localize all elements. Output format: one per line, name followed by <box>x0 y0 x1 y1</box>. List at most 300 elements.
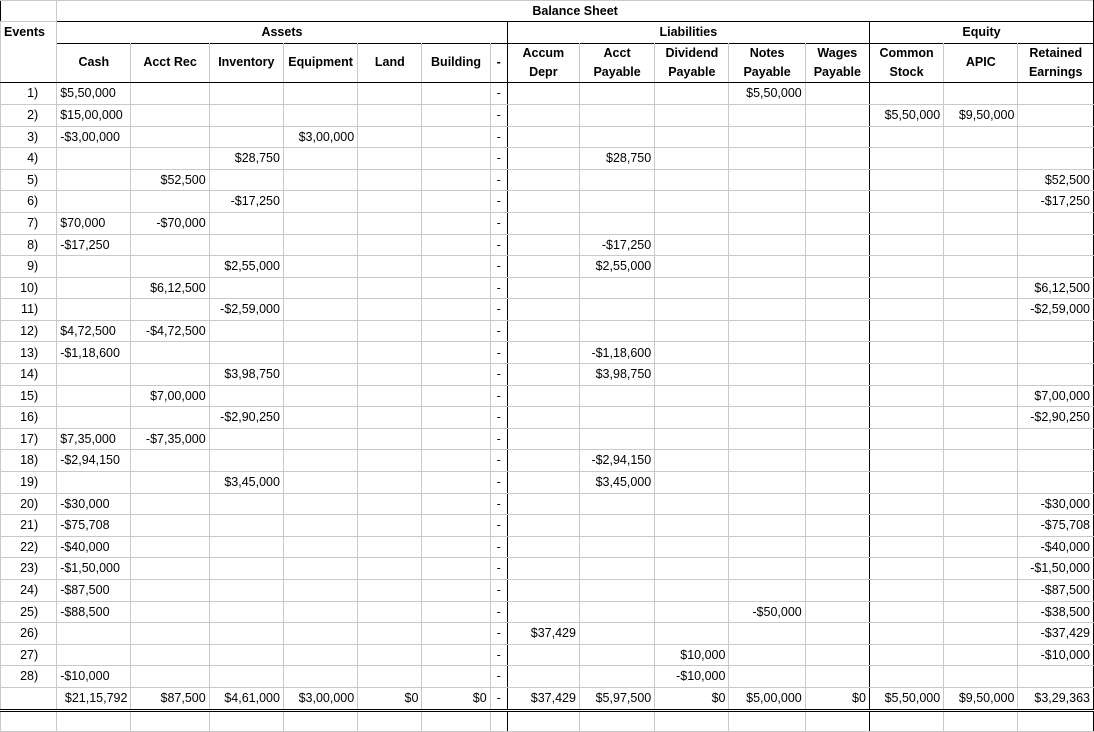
cell-building <box>422 320 490 342</box>
cell-building <box>422 299 490 321</box>
cell-retained-earnings: -$40,000 <box>1018 536 1094 558</box>
table-row <box>1 580 1094 602</box>
cell-dividend-payable <box>655 515 729 537</box>
cell-land <box>358 472 422 494</box>
cell-wages-payable <box>805 191 869 213</box>
cell-dash: - <box>490 148 507 170</box>
cell-inventory <box>209 385 283 407</box>
cell-acct-rec: $6,12,500 <box>131 277 209 299</box>
cell-building <box>422 450 490 472</box>
cell-cash: $5,50,000 <box>57 83 131 105</box>
cell-accum-depr <box>507 428 579 450</box>
cell-notes-payable <box>729 126 805 148</box>
totals-label <box>1 687 57 710</box>
cell-acct-rec <box>131 407 209 429</box>
cell-wages-payable <box>805 450 869 472</box>
cell-inventory <box>209 126 283 148</box>
blank-cell <box>869 710 943 731</box>
cell-building <box>422 277 490 299</box>
cell-acct-payable <box>579 407 654 429</box>
cell-accum-depr <box>507 212 579 234</box>
cell-land <box>358 148 422 170</box>
cell-acct-rec <box>131 472 209 494</box>
cell-dash: - <box>490 364 507 386</box>
col-retained-earnings: Retained Earnings <box>1018 43 1094 83</box>
cell-cash: -$88,500 <box>57 601 131 623</box>
cell-retained-earnings <box>1018 428 1094 450</box>
event-number: 28) <box>1 666 57 688</box>
cell-building <box>422 126 490 148</box>
cell-dividend-payable <box>655 623 729 645</box>
cell-acct-payable: -$2,94,150 <box>579 450 654 472</box>
cell-acct-rec <box>131 299 209 321</box>
cell-cash <box>57 148 131 170</box>
cell-dividend-payable <box>655 212 729 234</box>
cell-acct-payable: $3,45,000 <box>579 472 654 494</box>
cell-acct-rec <box>131 601 209 623</box>
cell-inventory <box>209 558 283 580</box>
cell-retained-earnings <box>1018 256 1094 278</box>
cell-building <box>422 515 490 537</box>
equity-group-header: Equity <box>869 22 1093 44</box>
cell-common-stock <box>869 364 943 386</box>
cell-common-stock <box>869 169 943 191</box>
cell-land <box>358 580 422 602</box>
cell-dash: - <box>490 515 507 537</box>
cell-land <box>358 666 422 688</box>
cell-retained-earnings <box>1018 320 1094 342</box>
cell-building <box>422 169 490 191</box>
cell-dash: - <box>490 104 507 126</box>
blank-cell <box>944 710 1018 731</box>
cell-common-stock <box>869 515 943 537</box>
cell-apic <box>944 666 1018 688</box>
cell-acct-rec <box>131 666 209 688</box>
cell-notes-payable <box>729 450 805 472</box>
cell-accum-depr <box>507 601 579 623</box>
cell-equipment <box>283 536 357 558</box>
cell-land <box>358 256 422 278</box>
cell-equipment <box>283 601 357 623</box>
total-land: $0 <box>358 687 422 710</box>
cell-retained-earnings: -$37,429 <box>1018 623 1094 645</box>
cell-common-stock <box>869 234 943 256</box>
cell-dash: - <box>490 169 507 191</box>
cell-common-stock <box>869 385 943 407</box>
cell-acct-payable <box>579 644 654 666</box>
table-row <box>1 256 1094 278</box>
cell-dividend-payable <box>655 407 729 429</box>
cell-wages-payable <box>805 299 869 321</box>
cell-retained-earnings <box>1018 472 1094 494</box>
totals-row <box>1 687 1094 710</box>
cell-inventory <box>209 234 283 256</box>
cell-wages-payable <box>805 407 869 429</box>
cell-dash: - <box>490 212 507 234</box>
cell-building <box>422 536 490 558</box>
blank-cell <box>655 710 729 731</box>
cell-acct-rec <box>131 83 209 105</box>
cell-cash: -$87,500 <box>57 580 131 602</box>
cell-inventory <box>209 644 283 666</box>
cell-wages-payable <box>805 320 869 342</box>
cell-equipment <box>283 644 357 666</box>
cell-dash: - <box>490 191 507 213</box>
cell-equipment: $3,00,000 <box>283 126 357 148</box>
cell-notes-payable <box>729 536 805 558</box>
cell-retained-earnings: -$30,000 <box>1018 493 1094 515</box>
blank-cell <box>283 710 357 731</box>
col-dividend-payable: Dividend Payable <box>655 43 729 83</box>
total-cash: $21,15,792 <box>57 687 131 710</box>
cell-apic <box>944 342 1018 364</box>
cell-building <box>422 212 490 234</box>
table-row <box>1 666 1094 688</box>
table-row <box>1 472 1094 494</box>
cell-land <box>358 601 422 623</box>
cell-dash: - <box>490 601 507 623</box>
table-row <box>1 277 1094 299</box>
cell-dividend-payable <box>655 299 729 321</box>
cell-building <box>422 623 490 645</box>
cell-retained-earnings: $7,00,000 <box>1018 385 1094 407</box>
event-number: 12) <box>1 320 57 342</box>
cell-dividend-payable <box>655 493 729 515</box>
cell-acct-payable: $2,55,000 <box>579 256 654 278</box>
event-number: 9) <box>1 256 57 278</box>
cell-building <box>422 666 490 688</box>
cell-acct-rec <box>131 644 209 666</box>
cell-dash: - <box>490 299 507 321</box>
cell-equipment <box>283 320 357 342</box>
cell-apic <box>944 515 1018 537</box>
col-dash: - <box>490 43 507 83</box>
cell-dividend-payable <box>655 277 729 299</box>
sheet-title: Balance Sheet <box>57 1 1094 22</box>
cell-apic <box>944 234 1018 256</box>
total-notes-payable: $5,00,000 <box>729 687 805 710</box>
cell-accum-depr <box>507 407 579 429</box>
table-row <box>1 212 1094 234</box>
cell-accum-depr <box>507 104 579 126</box>
cell-apic <box>944 644 1018 666</box>
cell-land <box>358 407 422 429</box>
cell-notes-payable <box>729 558 805 580</box>
cell-common-stock <box>869 623 943 645</box>
cell-accum-depr <box>507 83 579 105</box>
event-number: 19) <box>1 472 57 494</box>
cell-wages-payable <box>805 277 869 299</box>
cell-building <box>422 234 490 256</box>
cell-apic <box>944 83 1018 105</box>
cell-land <box>358 364 422 386</box>
cell-equipment <box>283 450 357 472</box>
col-notes-payable: Notes Payable <box>729 43 805 83</box>
event-number: 23) <box>1 558 57 580</box>
cell-equipment <box>283 558 357 580</box>
cell-building <box>422 104 490 126</box>
total-apic: $9,50,000 <box>944 687 1018 710</box>
cell-apic <box>944 191 1018 213</box>
cell-common-stock <box>869 277 943 299</box>
cell-accum-depr <box>507 299 579 321</box>
cell-cash: -$10,000 <box>57 666 131 688</box>
blank-cell <box>209 710 283 731</box>
cell-building <box>422 191 490 213</box>
col-cash: Cash <box>57 43 131 83</box>
event-number: 11) <box>1 299 57 321</box>
event-number: 14) <box>1 364 57 386</box>
cell-accum-depr <box>507 148 579 170</box>
cell-equipment <box>283 428 357 450</box>
cell-notes-payable: $5,50,000 <box>729 83 805 105</box>
cell-notes-payable <box>729 385 805 407</box>
cell-wages-payable <box>805 169 869 191</box>
cell-inventory: -$2,59,000 <box>209 299 283 321</box>
table-row <box>1 126 1094 148</box>
cell-inventory <box>209 212 283 234</box>
cell-dividend-payable <box>655 558 729 580</box>
cell-inventory <box>209 450 283 472</box>
cell-building <box>422 342 490 364</box>
cell-equipment <box>283 580 357 602</box>
cell-cash <box>57 644 131 666</box>
cell-accum-depr <box>507 558 579 580</box>
cell-building <box>422 407 490 429</box>
event-number: 16) <box>1 407 57 429</box>
cell-cash: -$3,00,000 <box>57 126 131 148</box>
cell-wages-payable <box>805 83 869 105</box>
cell-wages-payable <box>805 644 869 666</box>
cell-wages-payable <box>805 493 869 515</box>
event-number: 5) <box>1 169 57 191</box>
cell-acct-payable <box>579 320 654 342</box>
cell-land <box>358 191 422 213</box>
cell-land <box>358 644 422 666</box>
table-row <box>1 623 1094 645</box>
blank-cell <box>490 710 507 731</box>
event-number: 8) <box>1 234 57 256</box>
cell-dividend-payable <box>655 342 729 364</box>
cell-retained-earnings <box>1018 450 1094 472</box>
cell-accum-depr <box>507 364 579 386</box>
cell-notes-payable <box>729 212 805 234</box>
cell-acct-rec <box>131 623 209 645</box>
table-row <box>1 536 1094 558</box>
cell-acct-payable <box>579 428 654 450</box>
cell-dash: - <box>490 536 507 558</box>
cell-common-stock <box>869 256 943 278</box>
event-number: 17) <box>1 428 57 450</box>
event-number: 15) <box>1 385 57 407</box>
cell-wages-payable <box>805 234 869 256</box>
cell-apic <box>944 450 1018 472</box>
event-number: 25) <box>1 601 57 623</box>
cell-accum-depr <box>507 472 579 494</box>
cell-common-stock <box>869 148 943 170</box>
cell-inventory <box>209 515 283 537</box>
cell-acct-rec <box>131 256 209 278</box>
cell-inventory <box>209 580 283 602</box>
cell-inventory <box>209 493 283 515</box>
cell-dividend-payable <box>655 256 729 278</box>
blank-cell <box>131 710 209 731</box>
blank-cell <box>729 710 805 731</box>
cell-land <box>358 169 422 191</box>
cell-inventory: $2,55,000 <box>209 256 283 278</box>
cell-apic <box>944 428 1018 450</box>
cell-cash: -$1,18,600 <box>57 342 131 364</box>
cell-apic <box>944 148 1018 170</box>
table-row <box>1 320 1094 342</box>
cell-notes-payable <box>729 364 805 386</box>
cell-land <box>358 428 422 450</box>
cell-dash: - <box>490 472 507 494</box>
cell-dividend-payable <box>655 126 729 148</box>
cell-apic <box>944 601 1018 623</box>
cell-dividend-payable <box>655 580 729 602</box>
cell-inventory: $28,750 <box>209 148 283 170</box>
total-equipment: $3,00,000 <box>283 687 357 710</box>
blank-cell <box>1 710 57 731</box>
cell-acct-rec <box>131 450 209 472</box>
cell-dash: - <box>490 277 507 299</box>
cell-apic <box>944 256 1018 278</box>
cell-accum-depr <box>507 644 579 666</box>
cell-dividend-payable <box>655 364 729 386</box>
cell-apic <box>944 320 1018 342</box>
cell-equipment <box>283 277 357 299</box>
cell-cash <box>57 191 131 213</box>
cell-retained-earnings: -$75,708 <box>1018 515 1094 537</box>
cell-dash: - <box>490 493 507 515</box>
table-row <box>1 342 1094 364</box>
cell-notes-payable <box>729 299 805 321</box>
cell-accum-depr <box>507 493 579 515</box>
event-number: 1) <box>1 83 57 105</box>
cell-apic <box>944 169 1018 191</box>
cell-land <box>358 320 422 342</box>
cell-retained-earnings <box>1018 148 1094 170</box>
cell-land <box>358 515 422 537</box>
cell-equipment <box>283 493 357 515</box>
cell-apic <box>944 126 1018 148</box>
cell-dividend-payable <box>655 104 729 126</box>
cell-notes-payable <box>729 169 805 191</box>
cell-wages-payable <box>805 515 869 537</box>
cell-acct-rec: -$4,72,500 <box>131 320 209 342</box>
cell-equipment <box>283 472 357 494</box>
cell-apic <box>944 493 1018 515</box>
cell-cash <box>57 385 131 407</box>
total-accum-depr: $37,429 <box>507 687 579 710</box>
cell-wages-payable <box>805 342 869 364</box>
cell-apic <box>944 580 1018 602</box>
cell-acct-payable <box>579 104 654 126</box>
table-row <box>1 83 1094 105</box>
cell-dash: - <box>490 580 507 602</box>
cell-common-stock <box>869 450 943 472</box>
cell-notes-payable <box>729 428 805 450</box>
cell-common-stock <box>869 191 943 213</box>
cell-inventory <box>209 623 283 645</box>
cell-dividend-payable <box>655 536 729 558</box>
cell-common-stock <box>869 126 943 148</box>
blank-row <box>1 710 1094 731</box>
cell-apic: $9,50,000 <box>944 104 1018 126</box>
event-number: 22) <box>1 536 57 558</box>
cell-building <box>422 148 490 170</box>
col-common-stock: Common Stock <box>869 43 943 83</box>
cell-retained-earnings: -$17,250 <box>1018 191 1094 213</box>
cell-common-stock <box>869 342 943 364</box>
total-building: $0 <box>422 687 490 710</box>
cell-inventory <box>209 320 283 342</box>
cell-building <box>422 493 490 515</box>
cell-accum-depr <box>507 342 579 364</box>
event-number: 2) <box>1 104 57 126</box>
cell-apic <box>944 299 1018 321</box>
cell-retained-earnings <box>1018 364 1094 386</box>
cell-acct-rec <box>131 515 209 537</box>
cell-land <box>358 234 422 256</box>
cell-acct-payable <box>579 169 654 191</box>
table-row <box>1 104 1094 126</box>
cell-wages-payable <box>805 148 869 170</box>
cell-acct-payable: -$17,250 <box>579 234 654 256</box>
cell-building <box>422 472 490 494</box>
cell-inventory <box>209 428 283 450</box>
cell-notes-payable <box>729 644 805 666</box>
cell-land <box>358 299 422 321</box>
cell-building <box>422 385 490 407</box>
cell-cash: -$40,000 <box>57 536 131 558</box>
event-number: 6) <box>1 191 57 213</box>
table-row <box>1 169 1094 191</box>
cell-dividend-payable <box>655 234 729 256</box>
cell-notes-payable <box>729 234 805 256</box>
cell-wages-payable <box>805 536 869 558</box>
cell-dividend-payable <box>655 428 729 450</box>
cell-accum-depr <box>507 536 579 558</box>
cell-acct-rec <box>131 536 209 558</box>
cell-dividend-payable <box>655 472 729 494</box>
cell-equipment <box>283 234 357 256</box>
cell-dash: - <box>490 320 507 342</box>
cell-common-stock <box>869 320 943 342</box>
cell-cash: $70,000 <box>57 212 131 234</box>
event-number: 10) <box>1 277 57 299</box>
cell-cash <box>57 256 131 278</box>
cell-inventory <box>209 601 283 623</box>
cell-notes-payable <box>729 148 805 170</box>
cell-dividend-payable: -$10,000 <box>655 666 729 688</box>
cell-acct-rec <box>131 126 209 148</box>
cell-building <box>422 428 490 450</box>
cell-retained-earnings: -$38,500 <box>1018 601 1094 623</box>
col-equipment: Equipment <box>283 43 357 83</box>
assets-group-header: Assets <box>57 22 508 44</box>
cell-notes-payable <box>729 666 805 688</box>
cell-retained-earnings <box>1018 83 1094 105</box>
cell-inventory <box>209 277 283 299</box>
cell-equipment <box>283 104 357 126</box>
cell-acct-payable <box>579 83 654 105</box>
cell-acct-payable <box>579 515 654 537</box>
cell-apic <box>944 277 1018 299</box>
col-apic: APIC <box>944 43 1018 83</box>
cell-retained-earnings: -$87,500 <box>1018 580 1094 602</box>
